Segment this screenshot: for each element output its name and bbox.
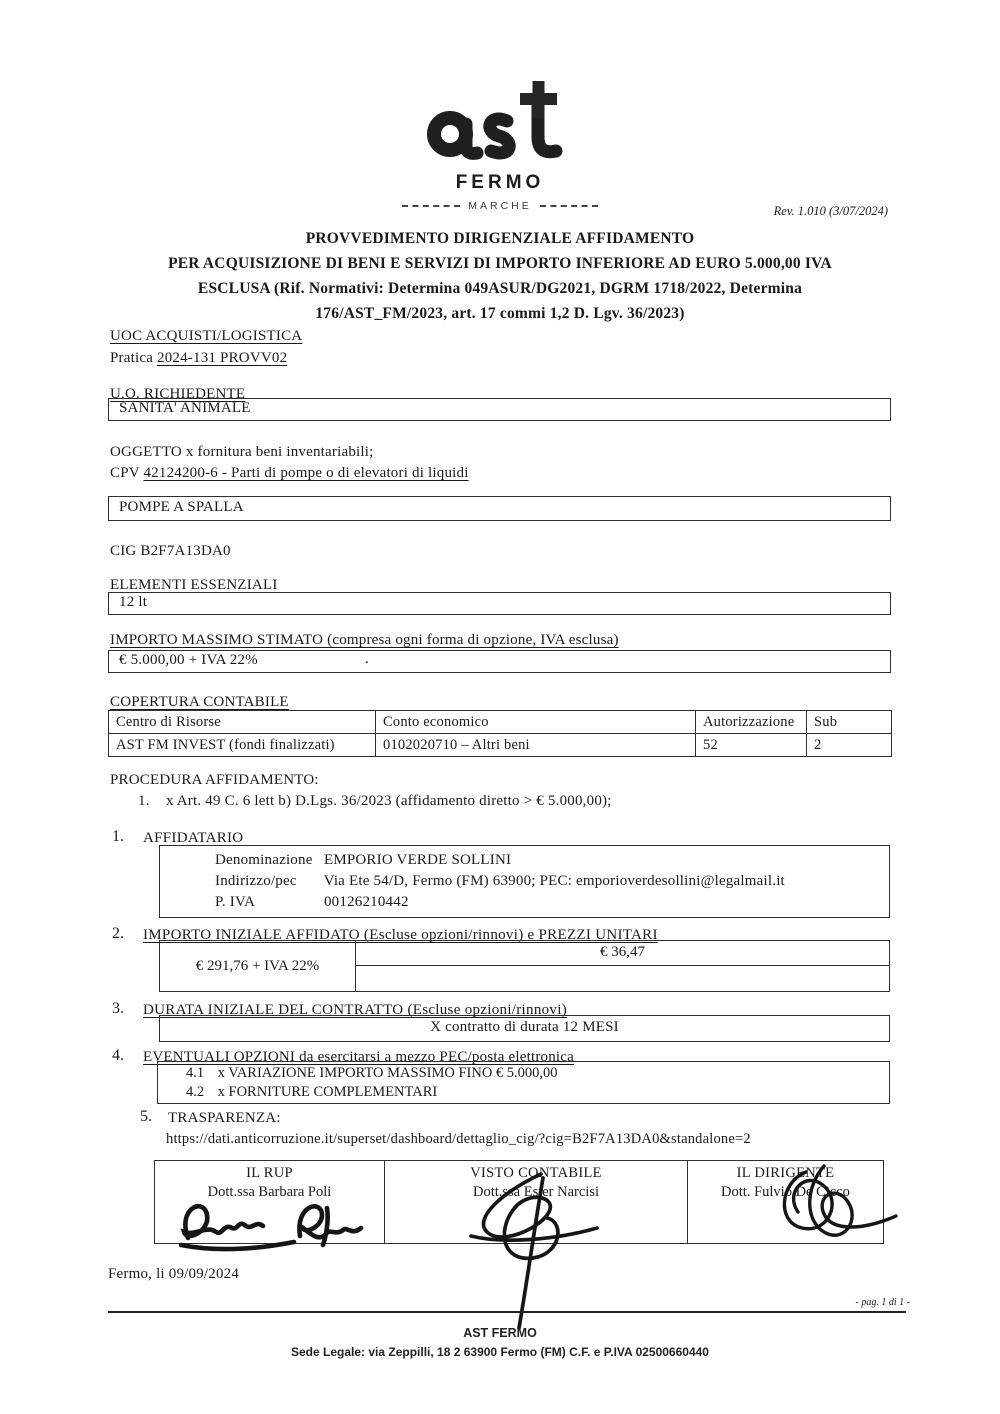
durata-heading: DURATA INIZIALE DEL CONTRATTO (Escluse opzioni/rinnovi) [143, 1002, 567, 1018]
opzione-2-number: 4.2 [186, 1084, 205, 1100]
opzioni-box [157, 1061, 890, 1104]
affidatario-box [159, 845, 890, 918]
stray-dot: . [365, 651, 369, 667]
pratica-label: Pratica [110, 350, 154, 366]
importo-massimo-box [108, 650, 891, 673]
trasparenza-url[interactable]: https://dati.anticorruzione.it/superset/dashboard/dettaglio_cig/?cig=B2F7A13DA0&standalone=2 [166, 1131, 751, 1147]
cpv-label: CPV [110, 465, 140, 481]
copertura-value-sub: 2 [807, 734, 892, 757]
opzioni-heading: EVENTUALI OPZIONI da esercitarsi a mezzo PEC/posta elettronica [143, 1049, 575, 1065]
pratica-value: 2024-131 PROVV02 [157, 350, 288, 366]
footer-address: Sede Legale: via Zeppilli, 18 2 63900 Fermo (FM) C.F. e P.IVA 02500660440 [291, 1345, 709, 1359]
uo-richiedente-box: SANITA' ANIMALE [108, 398, 891, 421]
copertura-header-conto: Conto economico [376, 711, 696, 734]
denominazione-value: EMPORIO VERDE SOLLINI [323, 852, 512, 868]
affidatario-number: 1. [112, 828, 124, 845]
copertura-table [108, 710, 892, 757]
logo [0, 74, 1000, 212]
affidatario-row-denominazione [170, 850, 879, 871]
pratica-line [110, 350, 287, 367]
title-line-4: 176/AST_FM/2023, art. 17 commi 1,2 D. Lgv. 36/2023) [315, 305, 685, 322]
importo-iniziale-box [159, 940, 890, 992]
opzioni-number: 4. [112, 1047, 124, 1064]
copertura-value-conto: 0102020710 – Altri beni [376, 734, 696, 757]
ast-logo-icon [414, 74, 586, 170]
importo-iniziale-number: 2. [112, 925, 124, 942]
copertura-value-row [109, 734, 892, 757]
copertura-value-centro: AST FM INVEST (fondi finalizzati) [109, 734, 376, 757]
opzione-1-text: x VARIAZIONE IMPORTO MASSIMO FINO € 5.000,00 [217, 1065, 558, 1081]
document-title [60, 226, 940, 326]
cpv-line [110, 465, 469, 482]
procedura-item-number: 1. [138, 793, 150, 809]
importo-massimo-heading: IMPORTO MASSIMO STIMATO (compresa ogni forma di opzione, IVA esclusa) [110, 632, 619, 648]
footer-org: AST FERMO [463, 1326, 537, 1340]
page-number: - pag. 1 di 1 - [855, 1297, 910, 1308]
copertura-header-centro: Centro di Risorse [109, 711, 376, 734]
affidatario-row-indirizzo [170, 871, 879, 892]
title-line-3: ESCLUSA (Rif. Normativi: Determina 049ASUR/DG2021, DGRM 1718/2022, Determina [197, 280, 803, 297]
signature-table [154, 1160, 884, 1244]
copertura-header-row [109, 711, 892, 734]
affidatario-row-piva [170, 892, 879, 913]
dash-rule-right [540, 205, 598, 207]
piva-label: P. IVA [215, 894, 256, 910]
dirigente-name: Dott. Fulvio De Cicco [721, 1184, 850, 1200]
importo-massimo-value: € 5.000,00 + IVA 22% [119, 652, 258, 668]
trasparenza-number: 5. [140, 1108, 152, 1125]
copertura-header-sub: Sub [807, 711, 892, 734]
importo-iniziale-right-cells [356, 941, 889, 991]
copertura-value-autorizzazione: 52 [696, 734, 807, 757]
opzione-item-2 [158, 1083, 889, 1102]
procedura-item [138, 793, 612, 810]
opzione-item-1 [158, 1064, 889, 1083]
revision-note: Rev. 1.010 (3/07/2024) [773, 204, 888, 218]
oggetto-box: POMPE A SPALLA [108, 496, 891, 521]
logo-region-label: MARCHE [468, 200, 532, 212]
uoc-heading: UOC ACQUISTI/LOGISTICA [110, 328, 303, 344]
copertura-header-autorizzazione: Autorizzazione [696, 711, 807, 734]
importo-iniziale-heading: IMPORTO INIZIALE AFFIDATO (Escluse opzioni/rinnovi) e PREZZI UNITARI [143, 927, 658, 943]
visto-name: Dott.ssa Ester Narcisi [472, 1184, 600, 1200]
procedura-item-text: x Art. 49 C. 6 lett b) D.Lgs. 36/2023 (affidamento diretto > € 5.000,00); [165, 793, 612, 809]
durata-number: 3. [112, 1000, 124, 1017]
dash-rule-left [402, 205, 460, 207]
logo-city-label: FERMO [455, 172, 545, 193]
indirizzo-value: Via Ete 54/D, Fermo (FM) 63900; PEC: emporioverdesollini@legalmail.it [323, 873, 785, 889]
procedura-heading: PROCEDURA AFFIDAMENTO: [110, 772, 319, 788]
opzione-1-number: 4.1 [186, 1065, 205, 1081]
prezzo-unitario-cell: € 36,47 [356, 941, 889, 966]
piva-value: 00126210442 [323, 894, 409, 910]
importo-iniziale-left-cell: € 291,76 + IVA 22% [160, 941, 356, 991]
footer-divider [108, 1311, 906, 1313]
denominazione-label: Denominazione [215, 852, 313, 868]
cpv-value: 42124200-6 - Parti di pompe o di elevatori di liquidi [143, 465, 469, 481]
opzione-2-text: x FORNITURE COMPLEMENTARI [217, 1084, 438, 1100]
rup-name: Dott.ssa Barbara Poli [207, 1184, 332, 1200]
oggetto-line: OGGETTO x fornitura beni inventariabili; [110, 444, 374, 460]
affidatario-heading: AFFIDATARIO [143, 830, 244, 846]
elementi-box: 12 lt [108, 592, 891, 615]
trasparenza-heading: TRASPARENZA: [168, 1110, 281, 1126]
visto-role-label: VISTO CONTABILE [470, 1165, 602, 1181]
signature-cell-visto-contabile [385, 1161, 688, 1243]
uo-richiedente-heading: U.O. RICHIEDENTE [110, 386, 246, 402]
cig-line: CIG B2F7A13DA0 [110, 543, 231, 559]
title-line-1: PROVVEDIMENTO DIRIGENZIALE AFFIDAMENTO [305, 230, 695, 247]
rup-role-label: IL RUP [246, 1165, 293, 1181]
dirigente-role-label: IL DIRIGENTE [736, 1165, 835, 1181]
elementi-heading: ELEMENTI ESSENZIALI [110, 577, 278, 593]
copertura-heading: COPERTURA CONTABILE [110, 694, 289, 710]
signature-cell-dirigente [688, 1161, 883, 1243]
durata-box: X contratto di durata 12 MESI [159, 1015, 890, 1042]
indirizzo-label: Indirizzo/pec [215, 873, 297, 889]
signature-cell-rup [155, 1161, 385, 1243]
title-line-2: PER ACQUISIZIONE DI BENI E SERVIZI DI IMPORTO INFERIORE AD EURO 5.000,00 IVA [168, 255, 832, 272]
prezzo-unitario-empty-cell [356, 966, 889, 991]
date-line: Fermo, li 09/09/2024 [108, 1266, 240, 1282]
